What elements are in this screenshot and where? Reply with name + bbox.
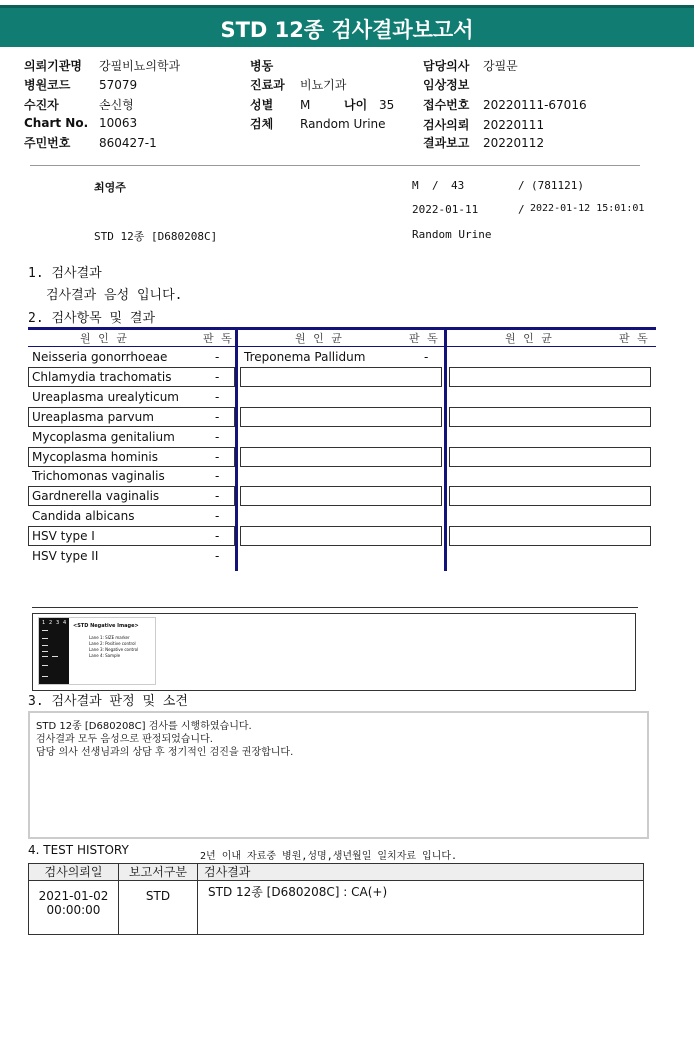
pi-test: STD 12종 [D680208C] xyxy=(94,230,218,243)
dept-label: 진료과 xyxy=(250,78,285,92)
opinion-line: 검사결과 모두 음성으로 판정되었습니다. xyxy=(36,734,213,745)
pathogen-name: HSV type II xyxy=(32,549,99,563)
history-date: 2021-01-02 xyxy=(38,889,109,903)
patient-value: 손신형 xyxy=(99,98,134,112)
history-time: 00:00:00 xyxy=(46,903,101,917)
row-box xyxy=(240,407,442,427)
gel-electrophoresis-image xyxy=(38,617,156,685)
header-receipt xyxy=(423,96,587,113)
row-box xyxy=(240,447,442,467)
pi-name: 최영주 xyxy=(94,181,126,194)
result-table-col-separator xyxy=(444,330,447,571)
pathogen-name: Trichomonas vaginalis xyxy=(32,469,165,483)
pathogen-result: - xyxy=(215,450,220,464)
gel-lane-number: 4 xyxy=(63,620,67,626)
pathogen-name: Ureaplasma parvum xyxy=(32,410,154,424)
col1-pathogen-header: 원 인 균 xyxy=(80,332,129,345)
dept-value: 비뇨기과 xyxy=(300,78,347,92)
gel-band xyxy=(42,656,48,657)
header-rrn xyxy=(24,134,157,151)
gel-lane-area xyxy=(39,618,69,684)
header-divider xyxy=(30,165,640,166)
ward-label: 병동 xyxy=(250,59,274,73)
pathogen-name: Chlamydia trachomatis xyxy=(32,370,172,384)
gel-band xyxy=(42,638,48,639)
rrn-value: 860427-1 xyxy=(99,136,157,150)
pathogen-result: - xyxy=(215,370,220,384)
gel-band xyxy=(42,651,48,652)
pathogen-result: - xyxy=(215,430,220,444)
col2-pathogen-header: 원 인 균 xyxy=(295,332,344,345)
result-table-header-line xyxy=(28,346,656,347)
header-sex-age xyxy=(250,96,394,113)
header-patient xyxy=(24,96,134,113)
pathogen-name: Ureaplasma urealyticum xyxy=(32,390,179,404)
section1-heading: 1. 검사결과 xyxy=(28,266,102,281)
age-label: 나이 xyxy=(344,98,368,112)
pathogen-result: - xyxy=(215,390,220,404)
gel-lane-number: 2 xyxy=(49,620,53,626)
pi-slash-3: / xyxy=(518,203,525,216)
row-box xyxy=(449,447,651,467)
reported-label: 결과보고 xyxy=(423,136,470,150)
row-box xyxy=(449,486,651,506)
patient-label: 수진자 xyxy=(24,98,59,112)
header-ward xyxy=(250,57,300,74)
opinion-box xyxy=(28,711,649,839)
header-doctor xyxy=(423,57,518,74)
chart-label: Chart No. xyxy=(24,116,89,130)
header-reported xyxy=(423,134,544,151)
header-hospital-code xyxy=(24,76,137,93)
pathogen-result: - xyxy=(215,469,220,483)
header-chart xyxy=(24,116,137,130)
rrn-label: 주민번호 xyxy=(24,136,71,150)
pathogen-name: Mycoplasma hominis xyxy=(32,450,158,464)
receipt-value: 20220111-67016 xyxy=(483,98,587,112)
image-top-divider xyxy=(32,607,638,608)
pi-age: 43 xyxy=(451,179,465,192)
section2-heading: 2. 검사항목 및 결과 xyxy=(28,311,156,326)
history-row-type: STD xyxy=(118,881,198,935)
gel-lane-number: 3 xyxy=(56,620,60,626)
history-header-date: 검사의뢰일 xyxy=(28,863,119,881)
pi-sex: M xyxy=(412,179,419,192)
requested-value: 20220111 xyxy=(483,118,545,132)
gel-lane-number: 1 xyxy=(42,620,46,626)
header-institution xyxy=(24,57,180,74)
gel-lane-label: Lane 4: Sample xyxy=(89,653,121,658)
pi-slash-2: / xyxy=(518,179,525,192)
opinion-line: STD 12종 [D680208C] 검사를 시행하였습니다. xyxy=(36,721,252,732)
col3-judgement-header: 판 독 xyxy=(619,332,650,345)
row-box xyxy=(449,526,651,546)
sex-label: 성별 xyxy=(250,98,274,112)
section1-result: 검사결과 음성 입니다. xyxy=(46,288,183,303)
pathogen-name: Mycoplasma genitalium xyxy=(32,430,175,444)
header-clinical xyxy=(423,76,483,93)
row-box xyxy=(240,526,442,546)
gel-band xyxy=(42,676,48,677)
gel-caption: <STD Negative Image> xyxy=(73,623,139,629)
pi-date-2: 2022-01-12 15:01:01 xyxy=(530,203,645,214)
section4-heading: 4. TEST HISTORY xyxy=(28,843,129,857)
pathogen-result: - xyxy=(215,350,220,364)
gel-band xyxy=(42,630,48,631)
specimen-label: 검체 xyxy=(250,117,274,131)
doctor-value: 강필문 xyxy=(483,59,518,73)
gel-band xyxy=(52,656,58,657)
gel-lane-label: Lane 2: Positive control xyxy=(89,641,136,646)
receipt-label: 접수번호 xyxy=(423,98,470,112)
gel-band xyxy=(42,665,48,666)
pathogen-name: HSV type I xyxy=(32,529,95,543)
clinical-label: 임상정보 xyxy=(423,78,470,92)
report-title: STD 12종 검사결과보고서 xyxy=(0,5,694,47)
gel-lane-label: Lane 3: Negative control xyxy=(89,647,139,652)
doctor-label: 담당의사 xyxy=(423,59,470,73)
specimen-value: Random Urine xyxy=(300,117,386,131)
opinion-line: 담당 의사 선생님과의 상담 후 정기적인 검진을 권장합니다. xyxy=(36,747,294,758)
header-specimen xyxy=(250,115,386,132)
institution-label: 의뢰기관명 xyxy=(24,59,82,73)
institution-value: 강필비뇨의학과 xyxy=(99,59,181,73)
pi-specimen: Random Urine xyxy=(412,228,492,241)
history-row-date xyxy=(28,881,119,935)
pathogen-result: - xyxy=(424,350,429,364)
age-value: 35 xyxy=(379,98,395,112)
hospital-code-value: 57079 xyxy=(99,78,138,92)
result-table-col-separator xyxy=(235,330,238,571)
requested-label: 검사의뢰 xyxy=(423,118,470,132)
col3-pathogen-header: 원 인 균 xyxy=(505,332,554,345)
chart-value: 10063 xyxy=(99,116,138,130)
row-box xyxy=(240,486,442,506)
row-box xyxy=(449,367,651,387)
pathogen-result: - xyxy=(215,489,220,503)
history-header-result: 검사결과 xyxy=(197,863,644,881)
hospital-code-label: 병원코드 xyxy=(24,78,71,92)
pathogen-name: Treponema Pallidum xyxy=(244,350,366,364)
pi-birth: (781121) xyxy=(531,179,584,192)
row-box xyxy=(449,407,651,427)
history-header-type: 보고서구분 xyxy=(118,863,198,881)
pi-date-1: 2022-01-11 xyxy=(412,203,479,216)
pathogen-result: - xyxy=(215,549,220,563)
header-requested xyxy=(423,116,544,133)
pathogen-name: Neisseria gonorrhoeae xyxy=(32,350,168,364)
pathogen-result: - xyxy=(215,509,220,523)
pathogen-name: Gardnerella vaginalis xyxy=(32,489,160,503)
sex-value: M xyxy=(300,98,311,112)
col2-judgement-header: 판 독 xyxy=(409,332,440,345)
gel-lane-label: Lane 1: SIZE marker xyxy=(89,635,130,640)
col1-judgement-header: 판 독 xyxy=(203,332,234,345)
pathogen-result: - xyxy=(215,529,220,543)
pathogen-result: - xyxy=(215,410,220,424)
gel-band xyxy=(42,645,48,646)
row-box xyxy=(240,367,442,387)
header-dept xyxy=(250,76,346,93)
pi-slash-1: / xyxy=(432,179,439,192)
history-row-result: STD 12종 [D680208C] : CA(+) xyxy=(197,881,644,935)
section3-heading: 3. 검사결과 판정 및 소견 xyxy=(28,694,188,709)
history-note: 2년 이내 자료중 병원,성명,생년월일 일치자료 입니다. xyxy=(200,851,458,862)
reported-value: 20220112 xyxy=(483,136,545,150)
pathogen-name: Candida albicans xyxy=(32,509,135,523)
